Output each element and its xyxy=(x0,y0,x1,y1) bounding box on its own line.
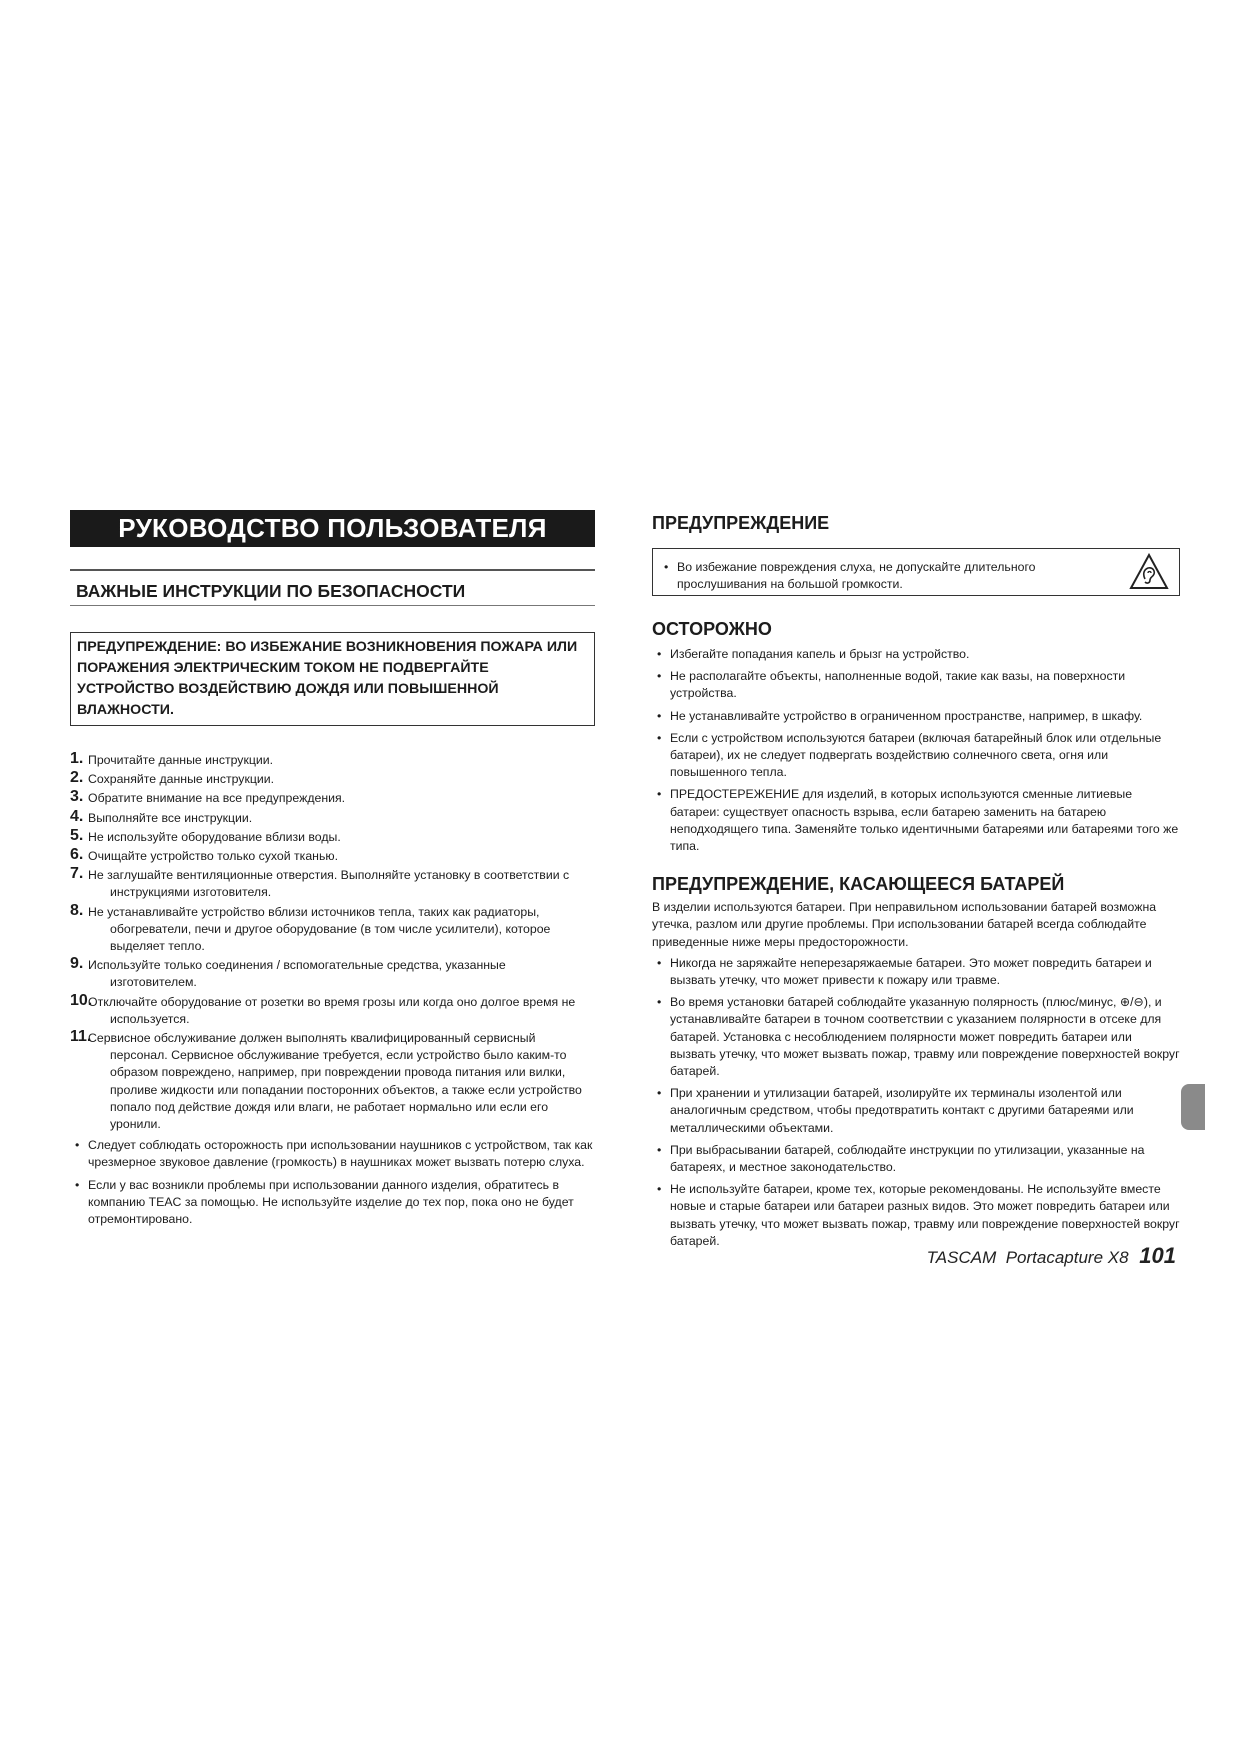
list-item: • Следует соблюдать осторожность при использовании наушников с устройством, так как чрезмерное звуковое давление (громкость) в наушниках может вызвать потерю слуха. xyxy=(70,1137,595,1171)
right-column xyxy=(652,510,1180,1255)
instruction-item: 1. Прочитайте данные инструкции. xyxy=(70,750,274,767)
left-column xyxy=(70,510,595,1233)
hearing-warning-text: • Во избежание повреждения слуха, не допускайте длительного прослушивания на большой громкости. xyxy=(659,559,1089,593)
instruction-item: 3. Обратите внимание на все предупреждения. xyxy=(70,788,346,806)
page-footer xyxy=(880,1243,1176,1269)
instruction-item: 4. Выполняйте все инструкции. xyxy=(70,807,253,825)
instruction-item: 6. Очищайте устройство только сухой тканью. xyxy=(70,846,338,864)
instruction-item: 2. Сохраняйте данные инструкции. xyxy=(70,769,275,787)
page-number: 101 xyxy=(1139,1243,1176,1268)
battery-list xyxy=(652,955,1180,1250)
instruction-item: 8. Не устанавливайте устройство вблизи источников тепла, таких как радиаторы, обогреватели, печи и другое оборудование (в том числе усилители), которое выделяет тепло. xyxy=(70,901,551,954)
fire-warning-box: ПРЕДУПРЕЖДЕНИЕ: ВО ИЗБЕЖАНИЕ ВОЗНИКНОВЕНИЯ ПОЖАРА ИЛИ ПОРАЖЕНИЯ ЭЛЕКТРИЧЕСКИМ ТОКОМ НЕ ПОДВЕРГАЙТЕ УСТРОЙСТВО ВОЗДЕЙСТВИЮ ДОЖДЯ ИЛИ ПОВЫШЕННОЙ ВЛАЖНОСТИ. xyxy=(70,632,595,726)
list-item: • Не используйте батареи, кроме тех, которые рекомендованы. Не используйте вместе новые и старые батареи или батареи разных видов. Это может повредить батареи или вызвать утечку, что может вызвать пожар, травму или повреждение поверхностей вокруг батарей. xyxy=(652,1181,1180,1250)
list-item: • При выбрасывании батарей, соблюдайте инструкции по утилизации, указанные на батареях, и местное законодательство. xyxy=(652,1142,1180,1176)
list-item: • Никогда не заряжайте неперезаряжаемые батареи. Это может повредить батареи и вызвать утечку, что может привести к пожару или травме. xyxy=(652,955,1180,989)
footer-brand: TASCAM xyxy=(926,1248,997,1267)
caution-heading: ОСТОРОЖНО xyxy=(652,619,772,639)
hearing-damage-icon xyxy=(1129,553,1169,591)
left-bullet-list xyxy=(70,1137,595,1228)
hearing-warning-box xyxy=(652,548,1180,596)
list-item: • Не располагайте объекты, наполненные водой, такие как вазы, на поверхности устройства. xyxy=(652,668,1180,702)
list-item: • Если с устройством используются батареи (включая батарейный блок или отдельные батареи), их не следует подвергать воздействию солнечного света, огня или повышенного тепла. xyxy=(652,730,1180,782)
instruction-item: 5. Не используйте оборудование вблизи воды. xyxy=(70,826,341,844)
list-item: • Не устанавливайте устройство в ограниченном пространстве, например, в шкафу. xyxy=(652,708,1180,725)
list-item: • Во время установки батарей соблюдайте указанную полярность (плюс/минус, ⊕/⊖), и устанавливайте батареи в точном соответствии с указанием полярности в отсеке для батарей. Установка с несоблюдением полярности может повредить батареи или вызвать утечку, что может вызвать пожар, травму или повреждение поверхностей вокруг батарей. xyxy=(652,994,1180,1080)
caution-list xyxy=(652,646,1180,855)
manual-title: РУКОВОДСТВО ПОЛЬЗОВАТЕЛЯ xyxy=(70,510,595,547)
battery-intro: В изделии используются батареи. При неправильном использовании батарей возможна утечка, разлом или другие проблемы. При использовании батарей всегда соблюдайте приведенные ниже меры предосторожности. xyxy=(652,900,1157,949)
list-item: • При хранении и утилизации батарей, изолируйте их терминалы изолентой или аналогичным средством, чтобы предотвратить контакт с другими батареями или металлическими объектами. xyxy=(652,1085,1180,1137)
warning-heading: ПРЕДУПРЕЖДЕНИЕ xyxy=(652,513,830,533)
instruction-item: 10. Отключайте оборудование от розетки во время грозы или когда оно долгое время не используется. xyxy=(70,991,576,1026)
instructions-list xyxy=(70,752,595,1133)
instruction-item: 9. Используйте только соединения / вспомогательные средства, указанные изготовителем. xyxy=(70,955,506,990)
battery-heading: ПРЕДУПРЕЖДЕНИЕ, КАСАЮЩЕЕСЯ БАТАРЕЙ xyxy=(652,874,1065,895)
instruction-item: 7. Не заглушайте вентиляционные отверстия. Выполняйте установку в соответствии с инструкциями изготовителя. xyxy=(70,865,570,900)
safety-heading: ВАЖНЫЕ ИНСТРУКЦИИ ПО БЕЗОПАСНОСТИ xyxy=(70,569,595,606)
chapter-tab xyxy=(1181,1084,1205,1130)
list-item: • Если у вас возникли проблемы при использовании данного изделия, обратитесь в компанию TEAC за помощью. Не используйте изделие до тех пор, пока оно не будет отремонтировано. xyxy=(70,1177,595,1229)
footer-model: Portacapture X8 xyxy=(1005,1248,1129,1267)
list-item: • Избегайте попадания капель и брызг на устройство. xyxy=(652,646,1180,663)
instruction-item: 11. Сервисное обслуживание должен выполнять квалифицированный сервисный персонал. Сервисное обслуживание требуется, если устройство было каким-то образом повреждено, например, при повреждении провода питания или вилки, проливе жидкости или попадании посторонних объектов, а также если устройство попало под действие дождя или влаги, не работает нормально или если его уронили. xyxy=(70,1028,582,1132)
list-item: • ПРЕДОСТЕРЕЖЕНИЕ для изделий, в которых используются сменные литиевые батареи: существует опасность взрыва, если батарею заменить на батарею неподходящего типа. Заменяйте только идентичными батареями или батареями того же типа. xyxy=(652,786,1180,855)
